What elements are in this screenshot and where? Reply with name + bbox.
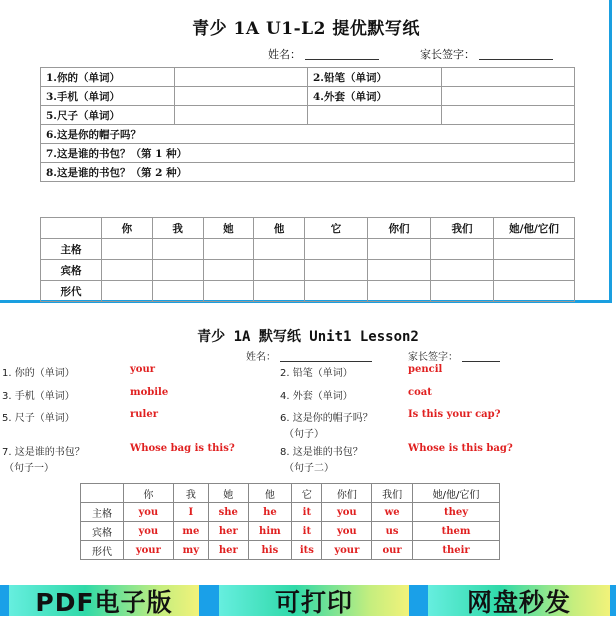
pronoun-answer: he xyxy=(248,503,292,522)
table-row xyxy=(41,68,575,87)
table-row xyxy=(41,260,575,281)
pronoun-answer: we xyxy=(372,503,413,522)
pronoun-answer: you xyxy=(124,503,174,522)
header-cell xyxy=(41,218,102,239)
parent-sign-blank xyxy=(462,361,500,362)
row-label: 形代 xyxy=(81,541,124,560)
blank-worksheet xyxy=(0,0,612,303)
pronoun-answer: I xyxy=(173,503,208,522)
pronoun-answer: her xyxy=(209,541,248,560)
pronoun-answer: it xyxy=(292,522,322,541)
pronoun-answer: her xyxy=(209,522,248,541)
header-row xyxy=(81,484,500,503)
header-cell: 你 xyxy=(124,484,174,503)
table-row xyxy=(41,87,575,106)
header-cell: 你们 xyxy=(322,484,372,503)
table-row xyxy=(41,239,575,260)
header-cell: 我 xyxy=(173,484,208,503)
banner-printable-label: 可打印 xyxy=(219,585,409,616)
table-row xyxy=(41,144,575,163)
table-row xyxy=(81,541,500,560)
header-cell: 他 xyxy=(254,218,305,239)
pronoun-answer: its xyxy=(292,541,322,560)
parent-sign-label: 家长签字： xyxy=(420,48,475,61)
promo-banner xyxy=(0,585,616,616)
answer-worksheet xyxy=(0,306,616,566)
header-cell: 你 xyxy=(102,218,153,239)
pronoun-answer: they xyxy=(413,503,500,522)
pronoun-answer-table xyxy=(80,483,500,560)
sentence-cell: 8.这是谁的书包？（第 2 种） xyxy=(41,163,575,182)
question-label: 3. 手机（单词） xyxy=(2,391,75,402)
name-blank xyxy=(305,59,379,60)
empty-cell xyxy=(308,106,442,125)
header-cell: 我 xyxy=(152,218,203,239)
answer-blank xyxy=(174,87,308,106)
answer-text: your xyxy=(130,364,156,375)
question-label: 2. 铅笔（单词） xyxy=(280,368,353,379)
parent-sign-field xyxy=(420,46,553,62)
question-label: 4. 外套（单词） xyxy=(280,391,353,402)
question-label: 8. 这是谁的书包？ xyxy=(280,447,363,458)
pronoun-answer: their xyxy=(413,541,500,560)
sentence-cell: 7.这是谁的书包？（第 1 种） xyxy=(41,144,575,163)
answer-text: Is this your cap? xyxy=(408,409,501,420)
answer-blank xyxy=(174,68,308,87)
question-sublabel: （句子一） xyxy=(4,463,54,474)
answer-text: ruler xyxy=(130,409,158,420)
pronoun-table-blank xyxy=(40,217,575,302)
question-sublabel: （句子） xyxy=(284,429,324,440)
question-cell: 3.手机（单词） xyxy=(41,87,175,106)
question-sublabel: （句子二） xyxy=(284,463,334,474)
question-cell: 1.你的（单词） xyxy=(41,68,175,87)
header-cell xyxy=(81,484,124,503)
row-label: 主格 xyxy=(41,239,102,260)
answer-text: mobile xyxy=(130,387,169,398)
table-row xyxy=(41,106,575,125)
worksheet-title: 青少 1A U1-L2 提优默写纸 xyxy=(192,19,420,39)
name-label: 姓名： xyxy=(246,352,276,363)
pronoun-answer: my xyxy=(173,541,208,560)
name-field xyxy=(246,348,372,363)
question-table xyxy=(40,67,575,182)
pronoun-answer: us xyxy=(372,522,413,541)
header-cell: 你们 xyxy=(368,218,431,239)
header-cell: 她 xyxy=(203,218,254,239)
header-cell: 它 xyxy=(292,484,322,503)
header-cell: 她/他/它们 xyxy=(413,484,500,503)
table-row xyxy=(81,503,500,522)
header-row xyxy=(41,218,575,239)
row-label: 形代 xyxy=(41,281,102,302)
table-row xyxy=(41,125,575,144)
pronoun-answer: his xyxy=(248,541,292,560)
row-label: 宾格 xyxy=(81,522,124,541)
answer-blank xyxy=(441,68,575,87)
name-blank xyxy=(280,361,372,362)
empty-cell xyxy=(441,106,575,125)
header-cell: 它 xyxy=(305,218,368,239)
banner-pdf-label: PDF电子版 xyxy=(9,585,199,616)
question-label: 1. 你的（单词） xyxy=(2,368,75,379)
pronoun-answer: you xyxy=(322,522,372,541)
table-row xyxy=(41,163,575,182)
answer-text: pencil xyxy=(408,364,443,375)
header-cell: 他 xyxy=(248,484,292,503)
pronoun-answer: it xyxy=(292,503,322,522)
table-row xyxy=(81,522,500,541)
header-cell: 我们 xyxy=(372,484,413,503)
sentence-cell: 6.这是你的帽子吗？ xyxy=(41,125,575,144)
name-label: 姓名： xyxy=(268,48,301,61)
question-label: 5. 尺子（单词） xyxy=(2,413,75,424)
answer-text: Whose is this bag? xyxy=(408,443,513,454)
parent-sign-blank xyxy=(479,59,553,60)
question-label: 7. 这是谁的书包？ xyxy=(2,447,85,458)
worksheet-title: 青少 1A 默写纸 Unit1 Lesson2 xyxy=(197,329,419,345)
header-cell: 她/他/它们 xyxy=(494,218,575,239)
row-label: 主格 xyxy=(81,503,124,522)
parent-sign-label: 家长签字： xyxy=(408,352,458,363)
answer-text: Whose bag is this? xyxy=(130,443,235,454)
name-field xyxy=(268,46,379,62)
answer-text: coat xyxy=(408,387,432,398)
question-cell: 4.外套（单词） xyxy=(308,87,442,106)
answer-blank xyxy=(174,106,308,125)
pronoun-answer: you xyxy=(124,522,174,541)
pronoun-answer: your xyxy=(322,541,372,560)
pronoun-answer: him xyxy=(248,522,292,541)
parent-sign-field xyxy=(408,348,500,363)
question-cell: 2.铅笔（单词） xyxy=(308,68,442,87)
header-cell: 我们 xyxy=(431,218,494,239)
pronoun-answer: your xyxy=(124,541,174,560)
question-cell: 5.尺子（单词） xyxy=(41,106,175,125)
pronoun-answer: them xyxy=(413,522,500,541)
answer-blank xyxy=(441,87,575,106)
pronoun-answer: you xyxy=(322,503,372,522)
row-label: 宾格 xyxy=(41,260,102,281)
pronoun-answer: me xyxy=(173,522,208,541)
pronoun-answer: she xyxy=(209,503,248,522)
header-cell: 她 xyxy=(209,484,248,503)
table-row xyxy=(41,281,575,302)
pronoun-answer: our xyxy=(372,541,413,560)
question-label: 6. 这是你的帽子吗？ xyxy=(280,413,373,424)
banner-instant-delivery-label: 网盘秒发 xyxy=(428,585,610,616)
